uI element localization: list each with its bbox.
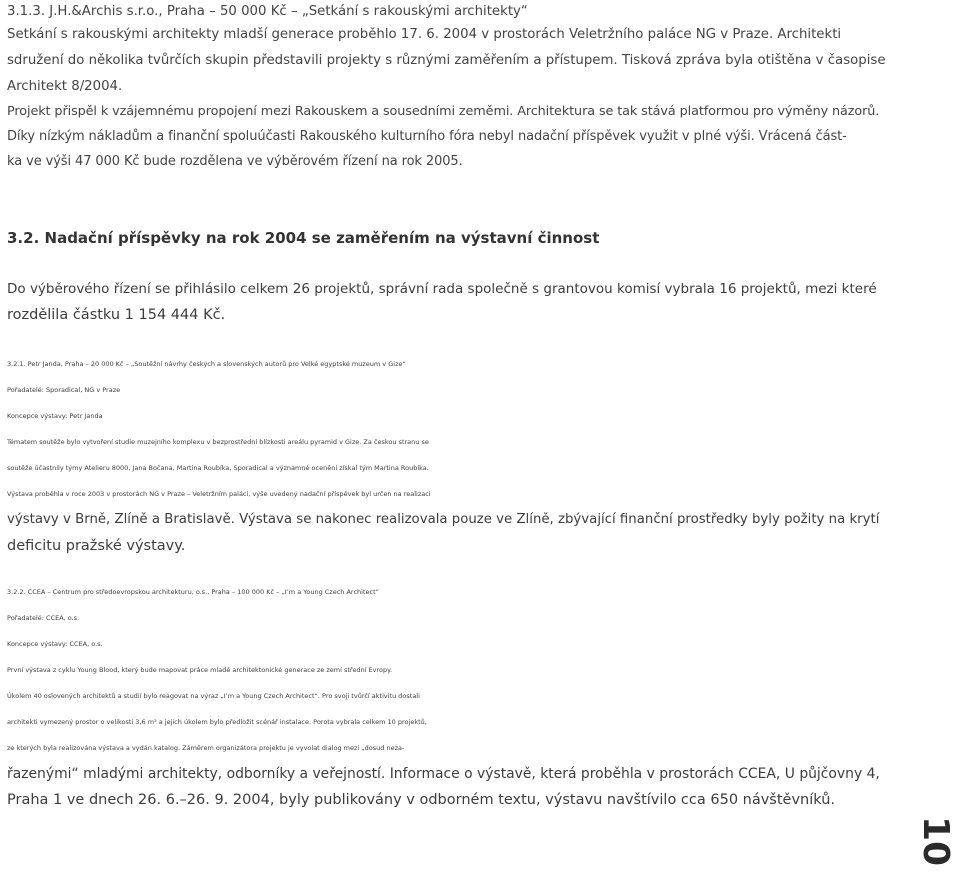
section-321-concept: Koncepce výstavy: Petr Janda — [7, 412, 103, 420]
section-32-heading-text: Nadační příspěvky na rok 2004 se zaměřením na výstavní činnost — [44, 229, 600, 247]
section-32-intro — [7, 276, 877, 328]
section-321-line: deficitu pražské výstavy. — [7, 538, 186, 554]
section-322-line: ze kterých byla realizována výstava a vydán katalog. Záměrem organizátora projektu je vyvolat dialog mezi „dosud neza- — [7, 744, 405, 752]
section-322-line: Praha 1 ve dnech 26. 6.–26. 9. 2004, byly publikovány v odborném textu, výstavu navštívilo cca 650 návštěvníků. — [7, 792, 836, 808]
section-322-line: První výstava z cyklu Young Blood, který bude mapovat práce mladé architektonické generace ze zemí střední Evropy. — [7, 666, 393, 674]
section-321-line: výstavy v Brně, Zlíně a Bratislavě. Výstava se nakonec realizovala pouze ve Zlíně, zbývající finanční prostředky byly požity na krytí — [7, 512, 880, 527]
section-313-para2-line: Projekt přispěl k vzájemnému propojení mezi Rakouskem a sousedními zeměmi. Architektura se tak stává platformou pro výměny názorů. — [7, 104, 880, 119]
intro-line: rozdělila částku 1 154 444 Kč. — [7, 307, 226, 323]
section-321-heading: 3.2.1. Petr Janda, Praha – 20 000 Kč – „Soutěžní návrhy českých a slovenských autorů pro Velké egyptské muzeum v Gize“ — [7, 360, 406, 368]
section-313-line: Setkání s rakouskými architekty mladší generace proběhlo 17. 6. 2004 v prostorách Veletržního paláce NG v Praze. Architekti — [7, 27, 842, 42]
section-322-heading: 3.2.2. CCEA – Centrum pro středoevropskou architekturu, o.s., Praha – 100 000 Kč – „I’m a Young Czech Architect“ — [7, 588, 379, 596]
section-313-line: sdružení do několika tvůrčích skupin představili projekty s různými zaměřením a přístupem. Tisková zpráva byla otištěna v časopise — [7, 53, 886, 68]
section-322 — [7, 579, 880, 813]
section-313-para2-line: Díky nízkým nákladům a finanční spoluúčasti Rakouského kulturního fóra nebyl nadační příspěvek využit v plné výši. Vrácená část- — [7, 129, 847, 144]
section-313-para2-line: ka ve výši 47 000 Kč bude rozdělena ve výběrovém řízení na rok 2005. — [7, 154, 463, 169]
intro-line: Do výběrového řízení se přihlásilo celkem 26 projektů, správní rada společně s grantovou komisí vybrala 16 projektů, mezi které — [7, 281, 877, 297]
section-322-line: architekti vymezený prostor o velikosti 3,6 m³ a jejich úkolem bylo předložit scénář instalace. Porota vybrala celkem 10 projektů, — [7, 718, 427, 726]
page-number: 10 — [915, 815, 956, 867]
section-321-line: soutěže účastnily týmy Atelieru 8000, Jana Bočana, Martina Roubíka, Sporadical a významné ocenění získal tým Martina Roubíka. — [7, 464, 429, 472]
section-322-concept: Koncepce výstavy: CCEA, o.s. — [7, 640, 103, 648]
section-322-line: Úkolem 40 oslovených architektů a studií bylo reagovat na výraz „I’m a Young Czech Architect“. Pro svoji tvůrčí aktivitu dostali — [7, 692, 420, 700]
section-32-heading — [7, 229, 599, 247]
section-321-organizer: Pořadatelé: Sporadical, NG v Praze — [7, 386, 121, 394]
section-322-organizer: Pořadatelé: CCEA, o.s. — [7, 614, 80, 622]
section-313-line: Architekt 8/2004. — [7, 79, 123, 94]
section-32-heading-number: 3.2. — [7, 229, 40, 247]
section-321 — [7, 351, 879, 559]
section-322-line: řazenými“ mladými architekty, odborníky a veřejností. Informace o výstavě, která proběhla v prostorách CCEA, U půjčovny 4, — [7, 766, 880, 782]
section-321-line: Výstava proběhla v roce 2003 v prostorách NG v Praze – Veletržním paláci, výše uvedený nadační příspěvek byl určen na realizaci — [7, 490, 431, 498]
section-313-heading: 3.1.3. J.H.&Archis s.r.o., Praha – 50 000 Kč – „Setkání s rakouskými architekty“ — [7, 4, 528, 19]
section-321-line: Tématem soutěže bylo vytvoření studie muzejního komplexu v bezprostřední blízkosti areálu pyramid v Gize. Za českou stranu se — [7, 438, 429, 446]
